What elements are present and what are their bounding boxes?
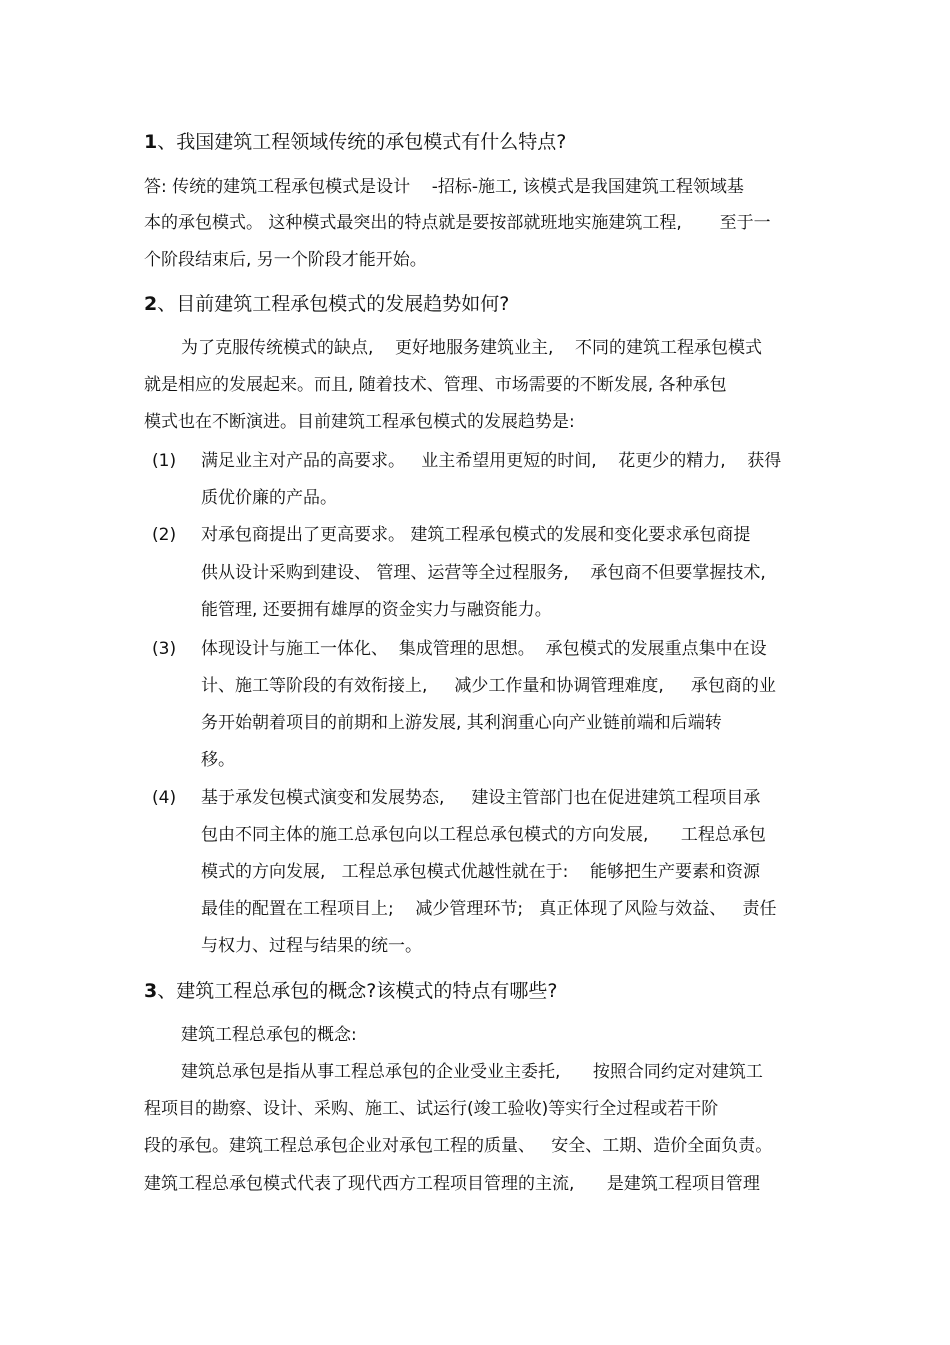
list-item-line: 供从设计采购到建设、 管理、运营等全过程服务, 承包商不但要掌握技术,	[201, 563, 766, 583]
paragraph-line: 建筑工程总承包模式代表了现代西方工程项目管理的主流, 是建筑工程项目管理	[144, 1174, 760, 1194]
list-marker: (1)	[152, 451, 177, 471]
paragraph-line: 段的承包。建筑工程总承包企业对承包工程的质量、 安全、工期、造价全面负责。	[144, 1136, 773, 1156]
list-item-line: 最佳的配置在工程项目上; 减少管理环节; 真正体现了风险与效益、 责任	[201, 899, 777, 919]
list-marker: (3)	[152, 639, 177, 659]
question-2-heading	[144, 292, 509, 316]
answer-line: 答: 传统的建筑工程承包模式是设计 -招标-施工, 该模式是我国建筑工程领域基	[144, 177, 744, 197]
list-item-line: 质优价廉的产品。	[201, 488, 337, 508]
question-number: 1	[144, 131, 158, 153]
answer-line: 本的承包模式。 这种模式最突出的特点就是要按部就班地实施建筑工程, 至于一	[144, 213, 771, 233]
question-title: 、我国建筑工程领域传统的承包模式有什么特点?	[157, 131, 567, 153]
list-item-line: 模式的方向发展, 工程总承包模式优越性就在于: 能够把生产要素和资源	[201, 862, 760, 882]
question-3-heading	[144, 979, 557, 1003]
list-item-line: 包由不同主体的施工总承包向以工程总承包模式的方向发展, 工程总承包	[201, 825, 766, 845]
answer-line: 个阶段结束后, 另一个阶段才能开始。	[144, 250, 427, 270]
list-item-line: 计、施工等阶段的有效衔接上, 减少工作量和协调管理难度, 承包商的业	[201, 676, 776, 696]
paragraph-line: 模式也在不断演进。目前建筑工程承包模式的发展趋势是:	[144, 412, 575, 432]
question-title: 、目前建筑工程承包模式的发展趋势如何?	[157, 293, 510, 315]
list-item-line: 移。	[201, 750, 235, 770]
paragraph-line: 程项目的勘察、设计、采购、施工、试运行(竣工验收)等实行全过程或若干阶	[144, 1099, 719, 1119]
paragraph-line: 就是相应的发展起来。而且, 随着技术、管理、市场需要的不断发展, 各种承包	[144, 375, 727, 395]
paragraph-line: 为了克服传统模式的缺点, 更好地服务建筑业主, 不同的建筑工程承包模式	[181, 338, 763, 358]
list-item-line: 满足业主对产品的高要求。 业主希望用更短的时间, 花更少的精力, 获得	[201, 451, 782, 471]
subheading: 建筑工程总承包的概念:	[181, 1025, 357, 1045]
list-item-line: 基于承发包模式演变和发展势态, 建设主管部门也在促进建筑工程项目承	[201, 788, 761, 808]
question-number: 3	[144, 980, 158, 1002]
list-item-line: 务开始朝着项目的前期和上游发展, 其利润重心向产业链前端和后端转	[201, 713, 722, 733]
list-item-line: 与权力、过程与结果的统一。	[201, 936, 422, 956]
list-marker: (2)	[152, 525, 177, 545]
list-marker: (4)	[152, 788, 177, 808]
paragraph-line: 建筑总承包是指从事工程总承包的企业受业主委托, 按照合同约定对建筑工	[181, 1062, 763, 1082]
question-1-heading	[144, 130, 566, 154]
list-item-line: 对承包商提出了更高要求。 建筑工程承包模式的发展和变化要求承包商提	[201, 525, 751, 545]
question-title: 、建筑工程总承包的概念?该模式的特点有哪些?	[157, 980, 558, 1002]
list-item-line: 能管理, 还要拥有雄厚的资金实力与融资能力。	[201, 600, 552, 620]
question-number: 2	[144, 293, 158, 315]
list-item-line: 体现设计与施工一体化、 集成管理的思想。 承包模式的发展重点集中在设	[201, 639, 767, 659]
